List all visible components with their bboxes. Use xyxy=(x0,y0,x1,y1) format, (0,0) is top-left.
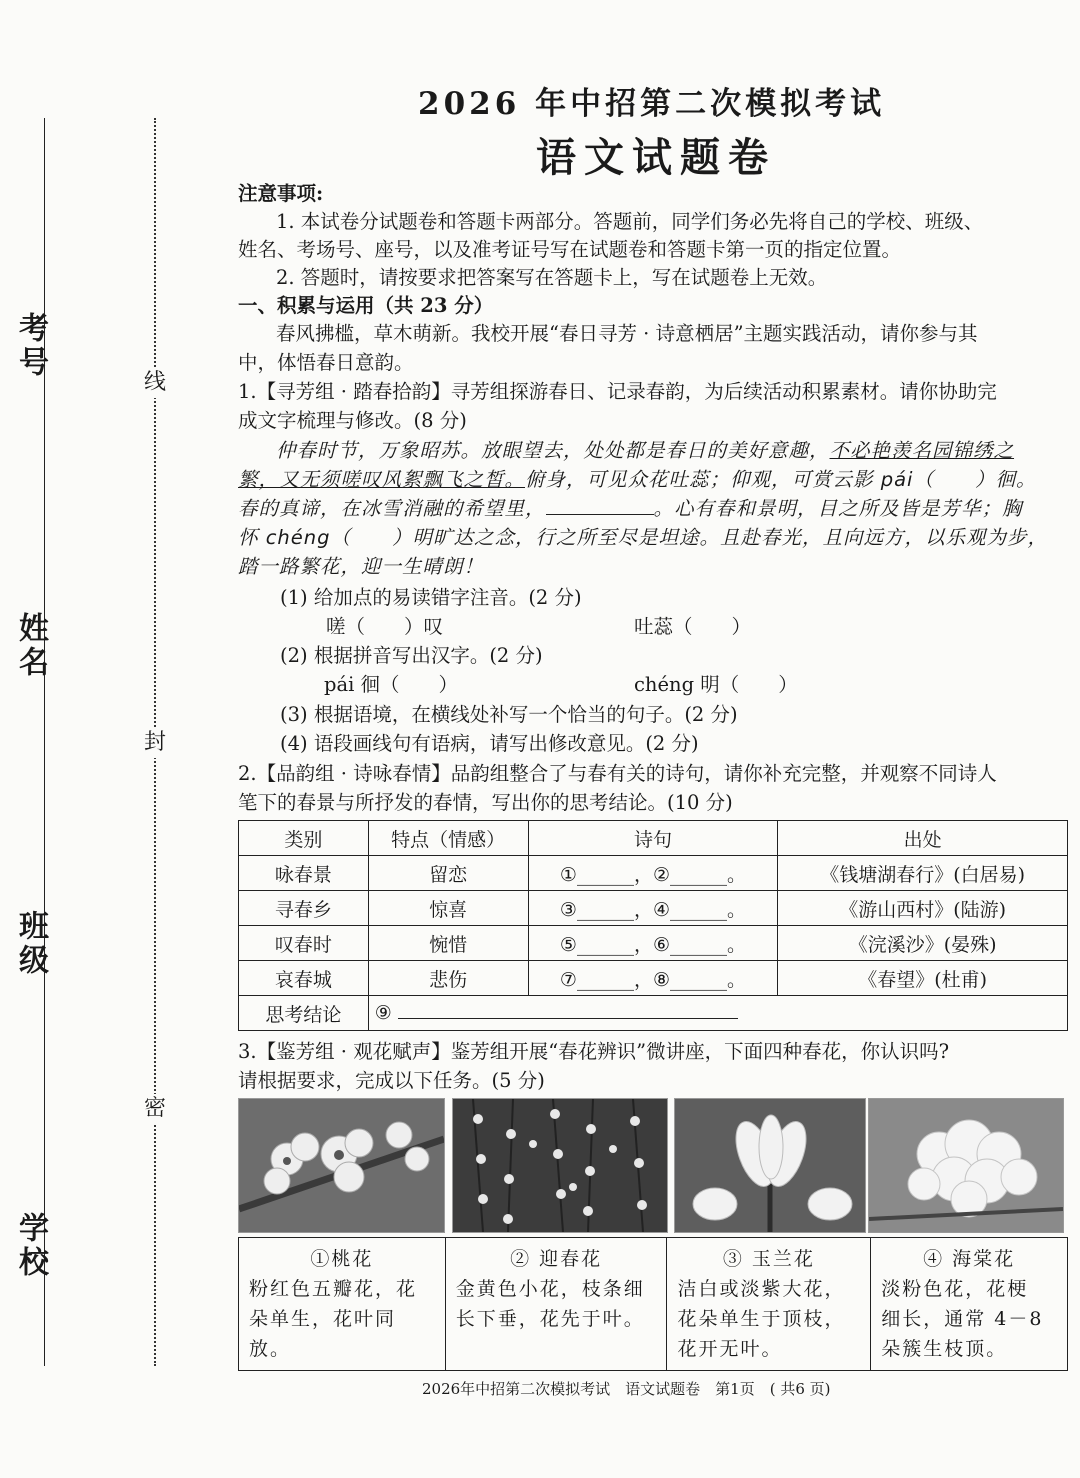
verse-cell[interactable]: ⑦______，⑧______。 xyxy=(528,961,778,996)
flower-name: ② 迎春花 xyxy=(510,1248,603,1270)
q1-sub1-item-b: 吐蕊（ ） xyxy=(634,615,752,638)
q1-stem-b: 成文字梳理与修改。(8 分) xyxy=(238,409,467,432)
conclusion-cell[interactable]: ⑨ xyxy=(368,996,1067,1031)
flower-card-winter-jasmine: ② 迎春花 金黄色小花，枝条细 长下垂，花先于叶。 xyxy=(445,1238,667,1371)
notice-item-1b: 姓名、考场号、座号，以及准考证号写在试题卷和答题卡第一页的指定位置。 xyxy=(238,238,902,261)
source-cell: 《钱塘湖春行》(白居易) xyxy=(778,856,1068,891)
emotion-cell: 留恋 xyxy=(368,856,528,891)
seal-char-mi: 密 xyxy=(144,1094,166,1124)
section1-intro-b: 中，体悟春日意韵。 xyxy=(238,351,414,374)
verse-cell[interactable]: ③______，④______。 xyxy=(528,891,778,926)
q1-passage-line-3: 春的真谛，在冰雪消融的希望里， 。心有春和景明，目之所及皆是芳华；胸 xyxy=(238,497,1023,520)
q3-stem-a: 3.【鉴芳组 · 观花赋声】鉴芳组开展“春花辨识”微讲座，下面四种春花，你认识吗? xyxy=(238,1040,950,1063)
q3-stem-b: 请根据要求，完成以下任务。(5 分) xyxy=(238,1069,545,1092)
flower-name: ③ 玉兰花 xyxy=(722,1248,815,1270)
magnolia-photo xyxy=(674,1098,866,1233)
table-row xyxy=(239,891,1068,926)
q1-passage-line-5: 踏一路繁花，迎一生晴朗！ xyxy=(238,555,485,578)
emotion-cell: 惋惜 xyxy=(368,926,528,961)
section1-intro-a: 春风拂槛，草木萌新。我校开展“春日寻芳 · 诗意栖居”主题实践活动，请你参与其 xyxy=(276,322,978,345)
q1-passage-line-4: 怀 chéng（ ）明旷达之念，行之所至尽是坦途。且赴春光，且向远方，以乐观为步， xyxy=(238,526,1049,549)
emotion-cell: 悲伤 xyxy=(368,961,528,996)
emotion-cell: 惊喜 xyxy=(368,891,528,926)
header-cell: 出处 xyxy=(778,821,1068,856)
category-cell: 寻春乡 xyxy=(239,891,369,926)
school-label: 学校 xyxy=(13,1212,48,1280)
exam-title: 2026 年中招第二次模拟考试 xyxy=(418,86,886,122)
table-row xyxy=(239,996,1068,1031)
q1-sub1: (1) 给加点的易读错字注音。(2 分) xyxy=(280,586,582,609)
conclusion-label: 思考结论 xyxy=(239,996,369,1031)
q1-passage-line-2: 繁，又无须嗟叹风絮飘飞之皙。俯身，可见众花吐蕊；仰观，可赏云影 pái（ ）徊。 xyxy=(238,468,1037,491)
header-cell: 类别 xyxy=(239,821,369,856)
flower-card-peach: ①桃花 粉红色五瓣花，花 朵单生，花叶同放。 xyxy=(239,1238,446,1371)
winter-jasmine-photo xyxy=(452,1098,668,1233)
notice-item-1a: 1. 本试卷分试题卷和答题卡两部分。答题前，同学们务必先将自己的学校、班级、 xyxy=(276,210,984,233)
crabapple-photo xyxy=(868,1098,1064,1233)
flower-name: ④ 海棠花 xyxy=(923,1248,1016,1270)
category-cell: 哀春城 xyxy=(239,961,369,996)
q1-sub4: (4) 语段画线句有语病，请写出修改意见。(2 分) xyxy=(280,732,699,755)
peach-blossom-photo xyxy=(238,1098,445,1233)
q1-sub1-item-a: 嗟（ ）叹 xyxy=(326,615,444,638)
poem-table-header xyxy=(239,821,1068,856)
margin-rule xyxy=(44,118,45,1366)
source-cell: 《浣溪沙》(晏殊) xyxy=(778,926,1068,961)
q2-stem-a: 2.【品韵组 · 诗咏春情】品韵组整合了与春有关的诗句，请你补充完整，并观察不同诗人 xyxy=(238,762,997,785)
table-row xyxy=(239,961,1068,996)
q1-sub2-item-b: chéng 明（ ） xyxy=(634,673,798,696)
notice-item-2: 2. 答题时，请按要求把答案写在答题卡上，写在试题卷上无效。 xyxy=(276,266,828,289)
seal-char-feng: 封 xyxy=(144,728,166,758)
page-footer: 2026年中招第二次模拟考试 语文试题卷 第1页 ( 共6 页) xyxy=(422,1380,831,1398)
q1-sub3: (3) 根据语境，在横线处补写一个恰当的句子。(2 分) xyxy=(280,703,738,726)
verse-cell[interactable]: ①______，②______。 xyxy=(528,856,778,891)
seal-char-xian: 线 xyxy=(144,368,166,398)
category-cell: 咏春景 xyxy=(239,856,369,891)
category-cell: 叹春时 xyxy=(239,926,369,961)
header-cell: 诗句 xyxy=(528,821,778,856)
table-row xyxy=(239,856,1068,891)
poem-table xyxy=(238,820,1068,1031)
source-cell: 《游山西村》(陆游) xyxy=(778,891,1068,926)
source-cell: 《春望》(杜甫) xyxy=(778,961,1068,996)
exam-number-label: 考号 xyxy=(13,312,48,380)
flower-name: ①桃花 xyxy=(310,1248,374,1270)
paper-title: 语文试题卷 xyxy=(536,134,776,181)
q1-passage-line-1: 仲春时节，万象昭苏。放眼望去，处处都是春日的美好意趣，不必艳羡名园锦绣之 xyxy=(276,439,1015,462)
q1-sub2: (2) 根据拼音写出汉字。(2 分) xyxy=(280,644,543,667)
fill-blank[interactable] xyxy=(546,496,654,515)
verse-cell[interactable]: ⑤______，⑥______。 xyxy=(528,926,778,961)
q1-sub2-item-a: pái 徊（ ） xyxy=(324,673,459,696)
notice-heading: 注意事项: xyxy=(238,182,324,205)
section1-heading: 一、积累与运用（共 23 分） xyxy=(238,294,494,317)
flower-card-crabapple: ④ 海棠花 淡粉色花，花梗 细长，通常 4－8 朵簇生枝顶。 xyxy=(871,1238,1068,1371)
name-label: 姓名 xyxy=(13,612,48,680)
q2-stem-b: 笔下的春景与所抒发的春情，写出你的思考结论。(10 分) xyxy=(238,791,733,814)
header-cell: 特点（情感） xyxy=(368,821,528,856)
flower-card-magnolia: ③ 玉兰花 洁白或淡紫大花， 花朵单生于顶枝， 花开无叶。 xyxy=(667,1238,871,1371)
q1-stem-a: 1.【寻芳组 · 踏春拾韵】寻芳组探游春日、记录春韵，为后续活动积累素材。请你协助完 xyxy=(238,380,997,403)
flower-description-table xyxy=(238,1237,1068,1371)
class-label: 班级 xyxy=(13,910,48,978)
table-row xyxy=(239,926,1068,961)
